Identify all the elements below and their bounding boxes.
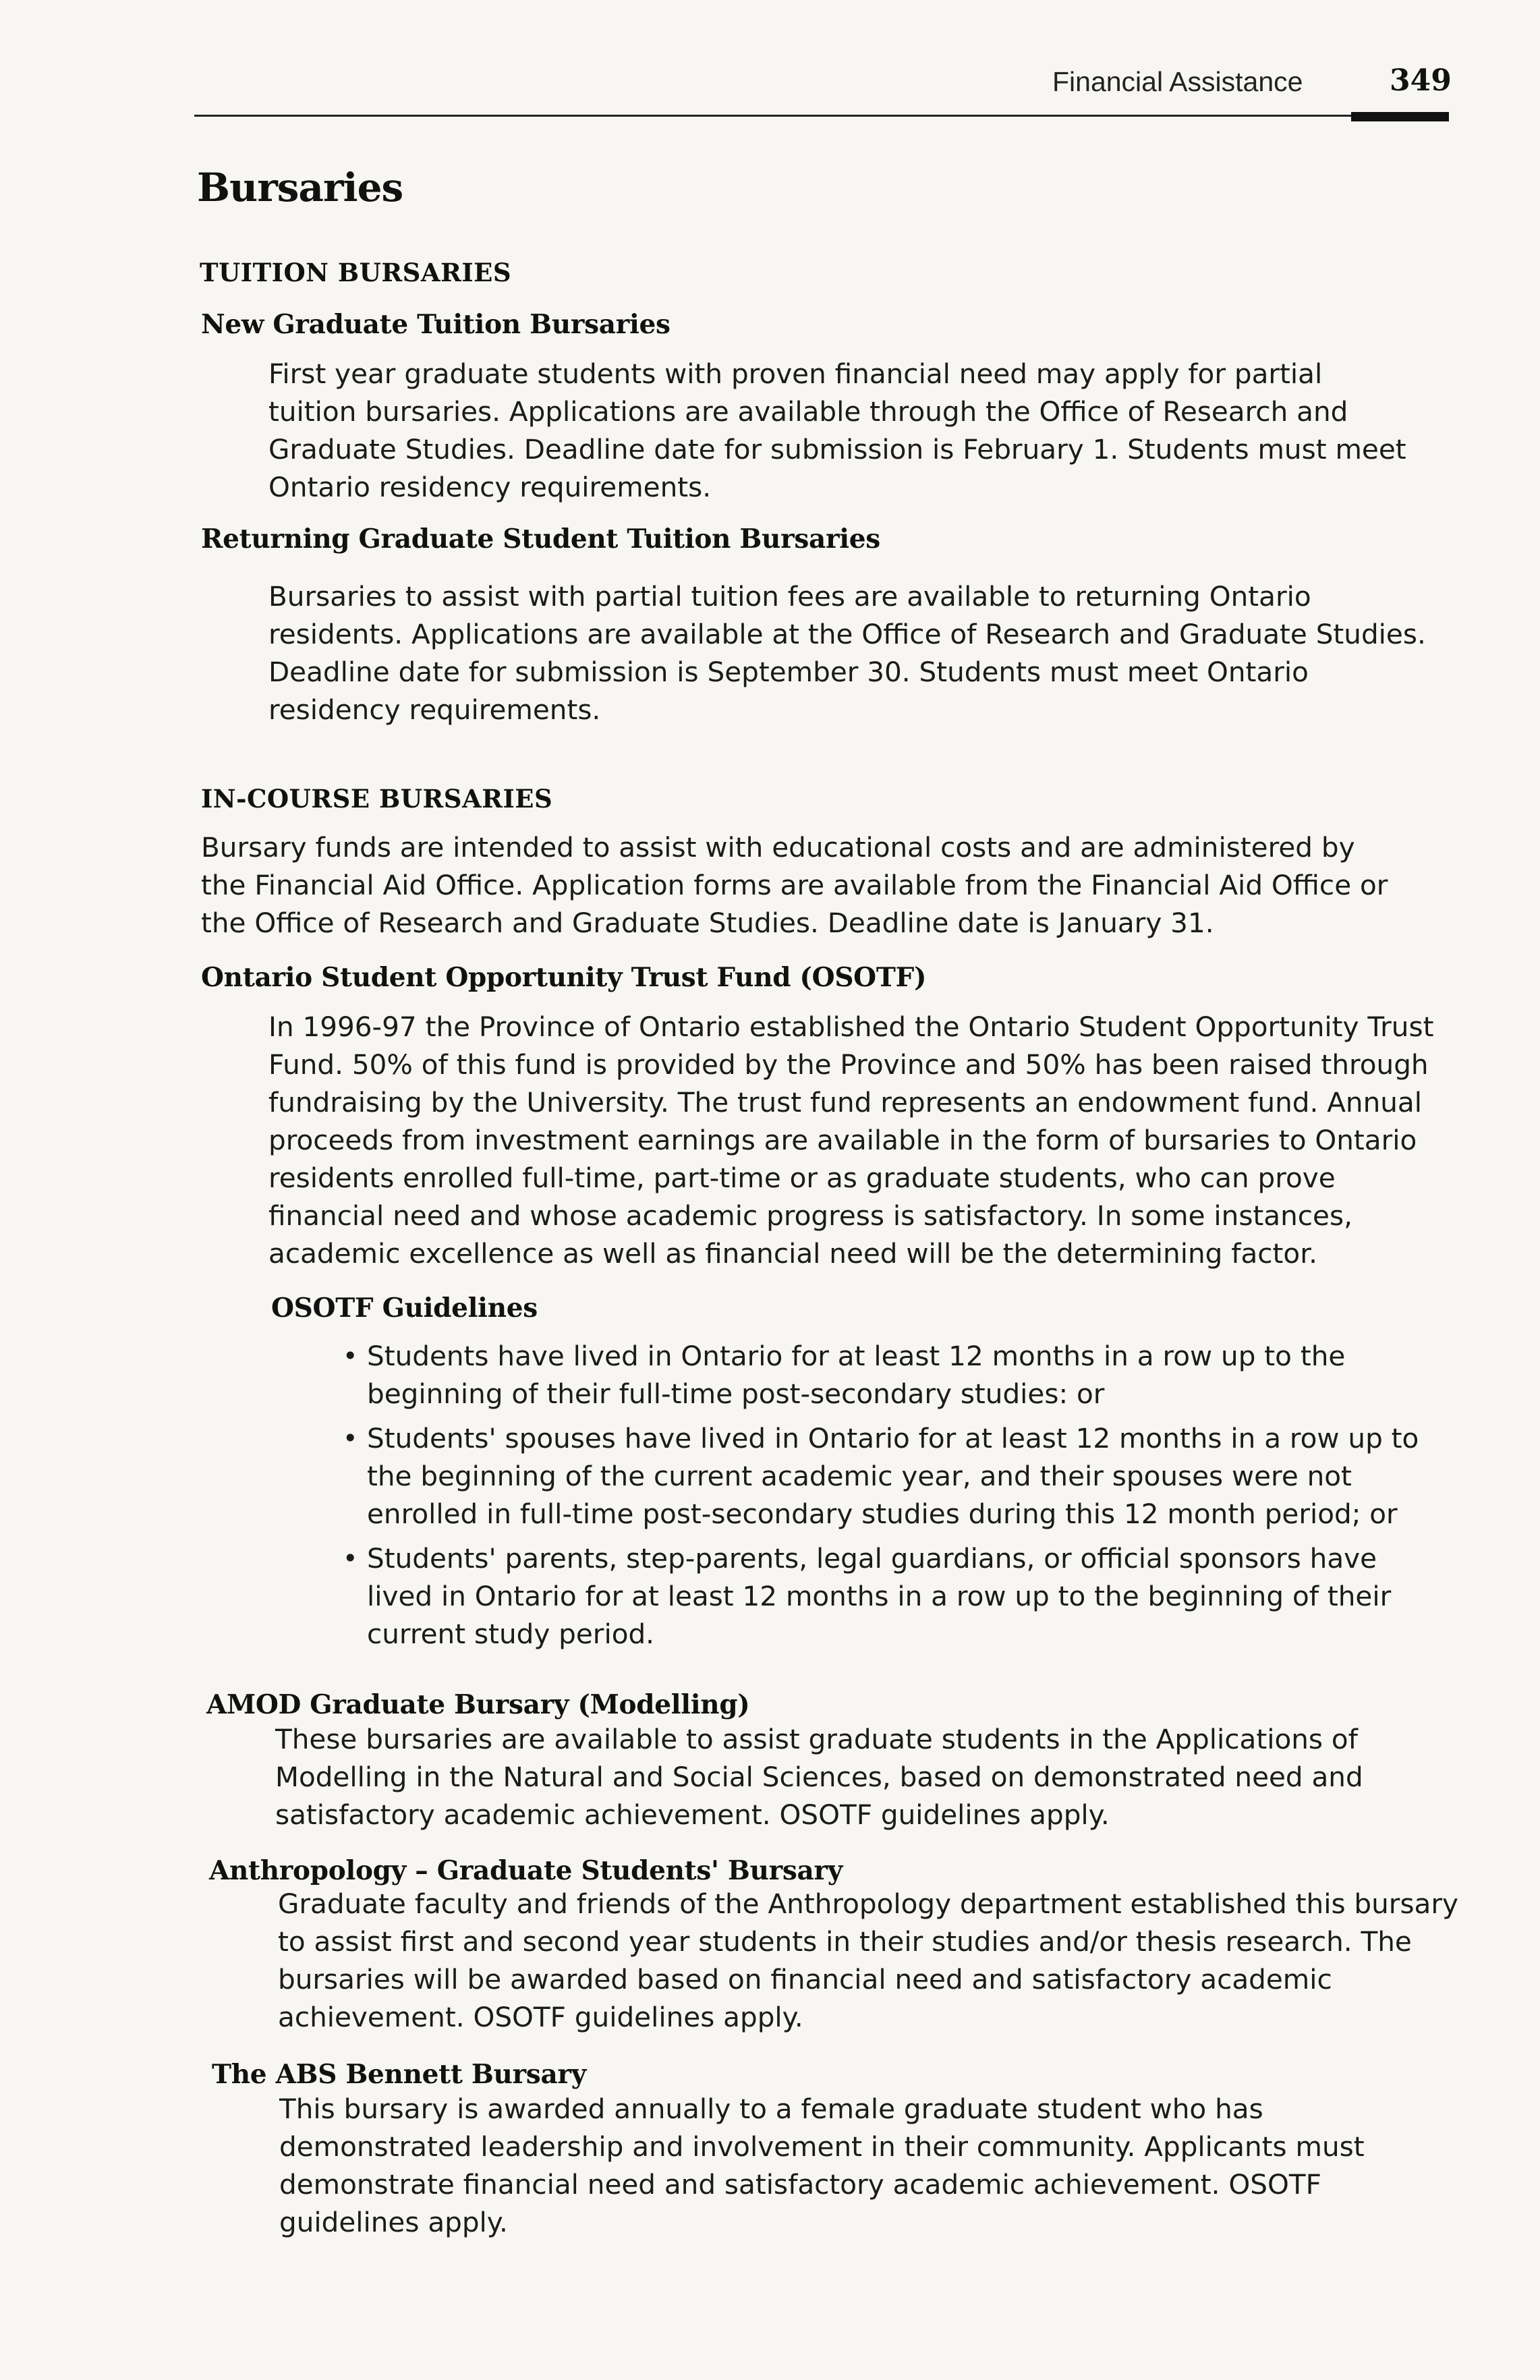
bullet-icon: • <box>343 1341 358 1371</box>
osotf-guidelines-list <box>343 1337 1449 1660</box>
list-item <box>343 1539 1449 1653</box>
new-graduate-tuition-title: New Graduate Tuition Bursaries <box>201 309 671 340</box>
osotf-title: Ontario Student Opportunity Trust Fund (OSOTF) <box>201 962 927 993</box>
bennett-bursary-body: This bursary is awarded annually to a female graduate student who has demonstrated leadership and involvement in their community. Applicants must demonstrate financial need and satisfactory academic achievement. OSOTF guidelines apply. <box>279 2093 1365 2238</box>
tuition-bursaries-heading: TUITION BURSARIES <box>200 258 512 287</box>
new-graduate-tuition-body: First year graduate students with proven financial need may apply for partial tuition bursaries. Applications are available through the Office of Research and Graduate Studies. Deadline date for submission is February 1. Students must meet Ontario residency requirements. <box>268 358 1406 503</box>
guideline-text: Students' spouses have lived in Ontario for at least 12 months in a row up to the beginning of the current academic year, and their spouses were not enrolled in full-time post-secondary studies during this 12 month period; or <box>367 1422 1419 1530</box>
page-number: 349 <box>1390 63 1452 98</box>
bullet-icon: • <box>343 1543 358 1573</box>
in-course-body: Bursary funds are intended to assist with educational costs and are administered by the Financial Aid Office. Application forms are available from the Financial Aid Office or the Office of Research and Graduate Studies. Deadline date is January 31. <box>201 831 1388 939</box>
section-title: Bursaries <box>197 165 403 210</box>
in-course-bursaries-heading: IN-COURSE BURSARIES <box>201 784 553 814</box>
anthropology-bursary-body: Graduate faculty and friends of the Anthropology department established this bursary to assist first and second year students in their studies and/or thesis research. The bursaries will be awarded based on financial need and satisfactory academic achievement. OSOTF guidelines apply. <box>278 1888 1458 2033</box>
running-head-title: Financial Assistance <box>1052 66 1303 97</box>
returning-tuition-title: Returning Graduate Student Tuition Bursaries <box>201 523 880 555</box>
amod-bursary-title: AMOD Graduate Bursary (Modelling) <box>206 1689 750 1720</box>
osotf-body: In 1996-97 the Province of Ontario established the Ontario Student Opportunity Trust Fund. 50% of this fund is provided by the Province and 50% has been raised through fundraising by the University. The trust fund represents an endowment fund. Annual proceeds from investment earnings are available in the form of bursaries to Ontario residents enrolled full-time, part-time or as graduate students, who can prove financial need and whose academic progress is satisfactory. In some instances, academic excellence as well as financial need will be the determining factor. <box>268 1011 1434 1270</box>
guideline-text: Students' parents, step-parents, legal guardians, or official sponsors have lived in Ontario for at least 12 months in a row up to the beginning of their current study period. <box>367 1542 1392 1650</box>
anthropology-bursary-title: Anthropology – Graduate Students' Bursary <box>209 1855 843 1886</box>
header-rule <box>194 115 1449 117</box>
bennett-bursary-title: The ABS Bennett Bursary <box>212 2059 587 2090</box>
osotf-guidelines-title: OSOTF Guidelines <box>271 1293 538 1324</box>
bullet-icon: • <box>343 1423 358 1453</box>
returning-tuition-body: Bursaries to assist with partial tuition fees are available to returning Ontario residents. Applications are available at the Office of Research and Graduate Studies. Deadline date for submission is September 30. Students must meet Ontario residency requirements. <box>268 580 1426 726</box>
list-item <box>343 1337 1449 1413</box>
amod-bursary-body: These bursaries are available to assist graduate students in the Applications of Modelling in the Natural and Social Sciences, based on demonstrated need and satisfactory academic achievement. OSOTF guidelines apply. <box>275 1723 1363 1831</box>
guideline-text: Students have lived in Ontario for at least 12 months in a row up to the beginning of their full-time post-secondary studies: or <box>367 1340 1346 1410</box>
list-item <box>343 1419 1449 1533</box>
header-rule-accent <box>1351 112 1449 121</box>
